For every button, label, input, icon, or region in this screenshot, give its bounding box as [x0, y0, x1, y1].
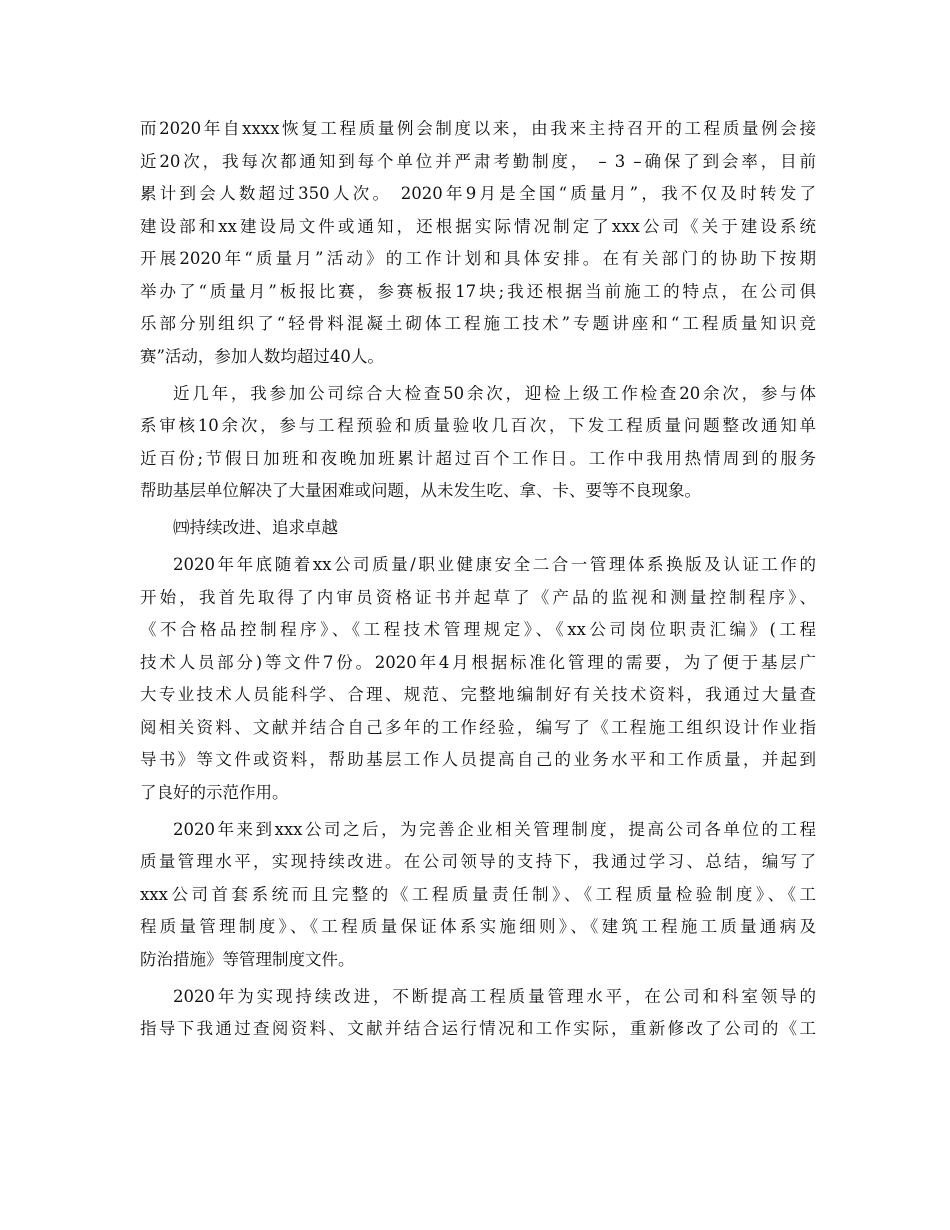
text-line: 赛”活动，参加人数均超过40人。 — [140, 346, 384, 366]
text-line: 建设部和xx建设局文件或通知，还根据实际情况制定了xxx公司《关于建设系统 — [140, 216, 816, 236]
text-line: 程质量管理制度》、《工程质量保证体系实施细则》、《建筑工程施工质量通病及 — [140, 917, 816, 936]
text-line: 举办了“质量月”板报比赛，参赛板报17块;我还根据当前施工的特点，在公司俱 — [140, 281, 816, 301]
text-line: 开始，我首先取得了内审员资格证书并起草了《产品的监视和测量控制程序》、 — [140, 587, 816, 607]
paragraph-management-rules — [140, 814, 816, 977]
text-line: 而2020年自xxxx恢复工程质量例会制度以来，由我来主持召开的工程质量例会接 — [140, 119, 816, 138]
text-line: 指导下我通过查阅资料、文献并结合运行情况和工作实际，重新修改了公司的《工 — [140, 1019, 816, 1038]
text-line: 大专业技术人员能科学、合理、规范、完整地编制好有关技术资料，我通过大量查 — [140, 685, 816, 704]
section-heading: ㈣持续改进、追求卓越 — [173, 518, 338, 537]
text-line: 近百份;节假日加班和夜晚加班累计超过百个工作日。工作中我用热情周到的服务 — [140, 448, 816, 468]
text-line: 系审核10余次，参与工程预验和质量验收几百次，下发工程质量问题整改通知单 — [140, 416, 816, 435]
text-line: 《不合格品控制程序》、《工程技术管理规定》、《xx公司岗位职责汇编》(工程 — [140, 620, 816, 639]
paragraph-inspections — [140, 378, 816, 508]
text-line: 乐部分别组织了“轻骨料混凝土砌体工程施工技术”专题讲座和“工程质量知识竞 — [140, 314, 816, 333]
text-line: 累计到会人数超过350人次。 2020年9月是全国“质量月”，我不仅及时转发了 — [140, 184, 816, 203]
text-line: 近几年，我参加公司综合大检查50余次，迎检上级工作检查20余次，参与体 — [173, 383, 816, 403]
text-line: 技术人员部分)等文件7份。2020年4月根据标准化管理的需要，为了便于基层广 — [140, 652, 816, 672]
text-line: 质量管理水平，实现持续改进。在公司领导的支持下，我通过学习、总结，编写了 — [140, 852, 816, 871]
text-line: 2020年年底随着xx公司质量/职业健康安全二合一管理体系换版及认证工作的 — [173, 555, 816, 574]
document-body — [140, 113, 816, 1046]
text-line: 近20次，我每次都通知到每个单位并严肃考勤制度， – 3 –确保了到会率，目前 — [140, 151, 816, 171]
paragraph-continuous-improvement — [140, 981, 816, 1046]
text-line: 帮助基层单位解决了大量困难或问题，从未发生吃、拿、卡、要等不良现象。 — [140, 481, 701, 500]
text-line: 导书》等文件或资料，帮助基层工作人员提高自己的业务水平和工作质量，并起到 — [140, 750, 816, 769]
text-line: 阅相关资料、文献并结合自己多年的工作经验，编写了《工程施工组织设计作业指 — [140, 717, 816, 737]
text-line: xxx公司首套系统而且完整的《工程质量责任制》、《工程质量检验制度》、《工 — [140, 884, 816, 904]
text-line: 2020年为实现持续改进，不断提高工程质量管理水平，在公司和科室领导的 — [173, 986, 816, 1006]
text-line: 防治措施》等管理制度文件。 — [140, 949, 355, 969]
section-heading-continuous-improvement — [140, 512, 816, 545]
paragraph-management-system — [140, 549, 816, 809]
text-line: 2020年来到xxx公司之后，为完善企业相关管理制度，提高公司各单位的工程 — [173, 819, 816, 839]
text-line: 了良好的示范作用。 — [140, 782, 289, 802]
text-line: 开展2020年“质量月”活动》的工作计划和具体安排。在有关部门的协助下按期 — [140, 249, 816, 268]
paragraph-meeting-and-quality-month — [140, 113, 816, 373]
